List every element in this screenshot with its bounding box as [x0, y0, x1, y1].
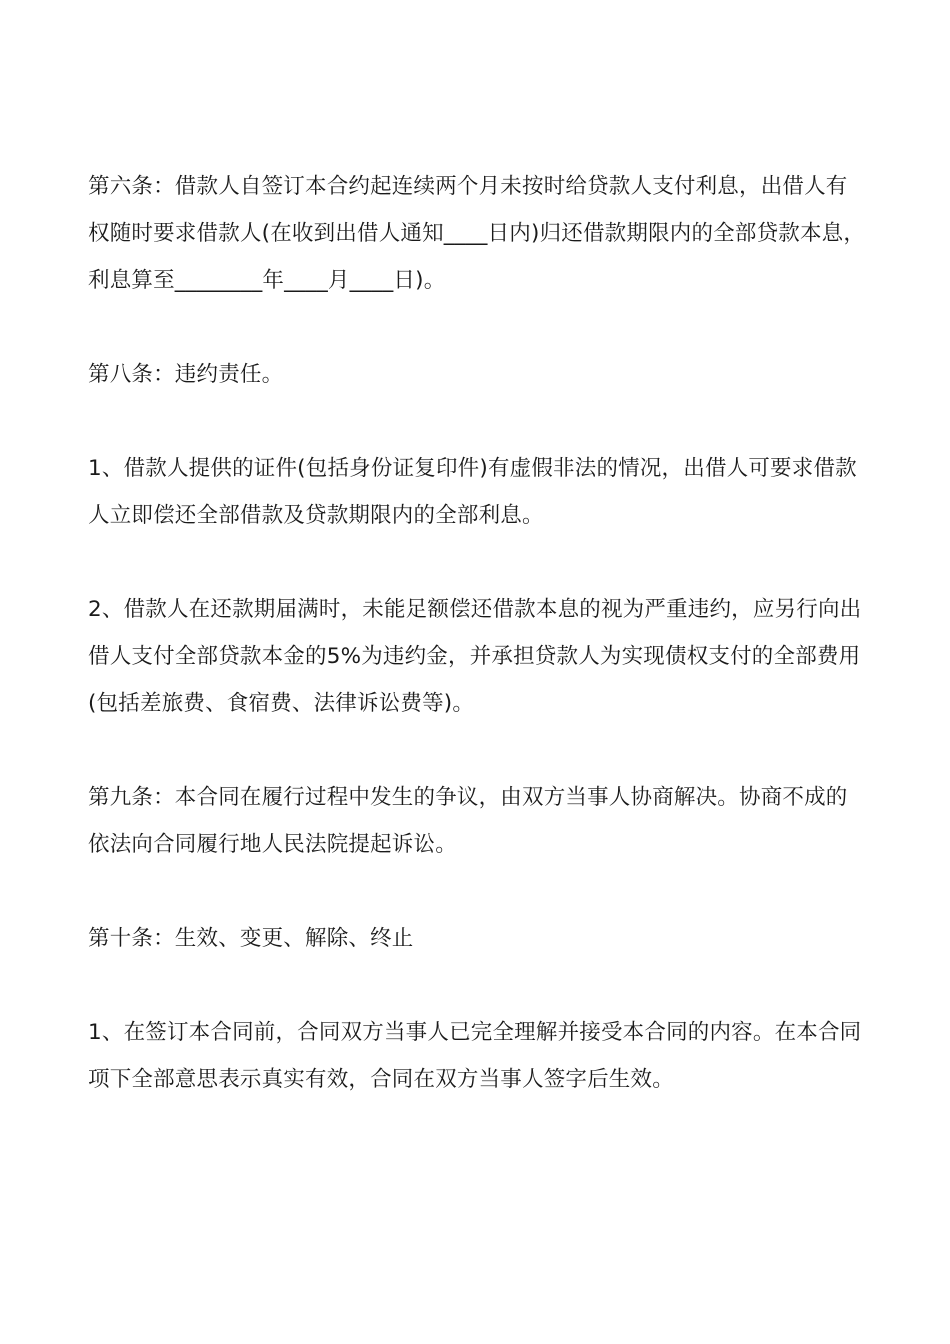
article-6-paragraph: 第六条：借款人自签订本合约起连续两个月未按时给贷款人支付利息，出借人有权随时要求借款人(在收到出借人通知____日内)归还借款期限内的全部贷款本息，利息算至________年____月____日)。 [88, 174, 866, 293]
paragraph-spacer [88, 398, 868, 445]
article-8-heading: 第八条：违约责任。 [88, 362, 284, 387]
article-9-paragraph: 第九条：本合同在履行过程中发生的争议，由双方当事人协商解决。协商不成的依法向合同履行地人民法院提起诉讼。 [88, 785, 848, 857]
document-page [88, 163, 868, 1103]
article-8-clause-1: 1、借款人提供的证件(包括身份证复印件)有虚假非法的情况，出借人可要求借款人立即偿还全部借款及贷款期限内的全部利息。 [88, 456, 857, 528]
paragraph-spacer [88, 962, 868, 1009]
article-8-clause-2: 2、借款人在还款期届满时，未能足额偿还借款本息的视为严重违约，应另行向出借人支付全部贷款本金的5%为违约金，并承担贷款人为实现债权支付的全部费用(包括差旅费、食宿费、法律诉讼费等)。 [88, 597, 862, 716]
article-10-clause-1: 1、在签订本合同前，合同双方当事人已完全理解并接受本合同的内容。在本合同项下全部意思表示真实有效，合同在双方当事人签字后生效。 [88, 1020, 862, 1092]
article-10-heading: 第十条：生效、变更、解除、终止 [88, 926, 414, 951]
paragraph-spacer [88, 868, 868, 915]
paragraph-spacer [88, 304, 868, 351]
paragraph-spacer [88, 539, 868, 586]
paragraph-spacer [88, 727, 868, 774]
